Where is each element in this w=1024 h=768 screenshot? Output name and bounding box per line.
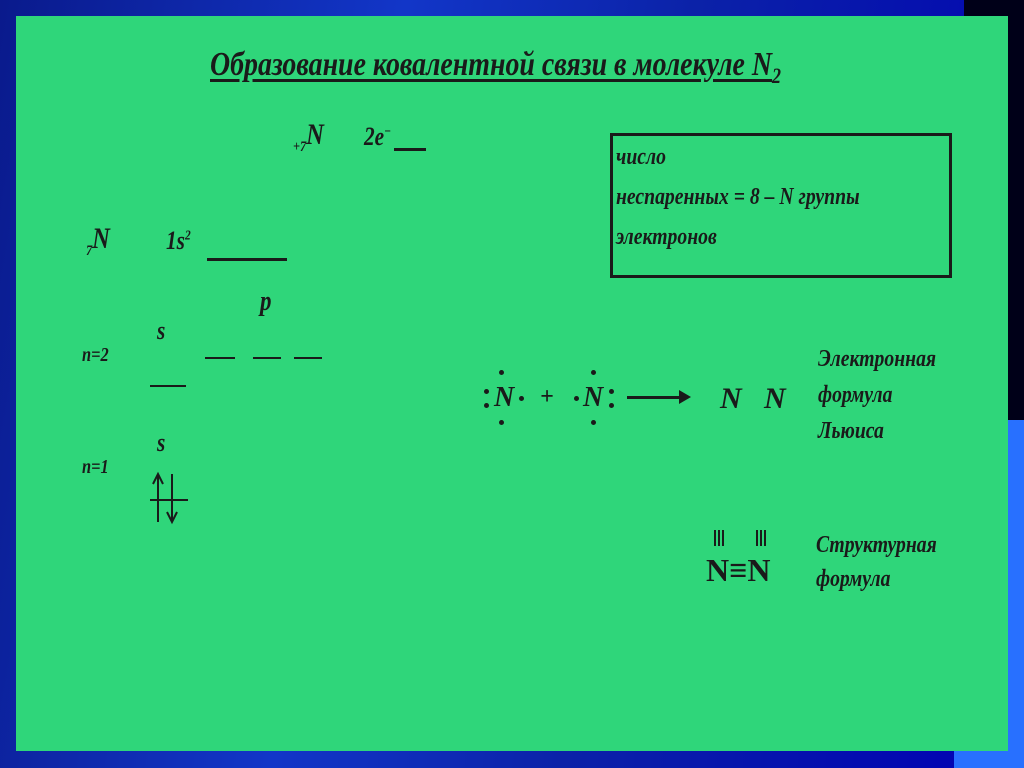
lone-pair-bar — [764, 530, 766, 546]
atom-formula — [86, 222, 110, 260]
lewis-dot — [609, 389, 614, 394]
lewis-caption-line-1: Электронная — [818, 346, 937, 372]
lewis-dot — [574, 396, 579, 401]
lewis-atom-1: N — [494, 382, 515, 413]
p-sublevel-label: p — [260, 286, 272, 317]
p-orbital-2 — [253, 357, 281, 359]
atom-orbital-sup: 2 — [184, 228, 191, 244]
lone-pair-bar — [722, 530, 724, 546]
ion-charge: +7 — [293, 139, 307, 155]
lewis-product-atom-1: N — [720, 382, 742, 415]
lewis-product-atom-2: N — [764, 382, 786, 415]
reaction-arrow — [627, 396, 681, 399]
lone-pair-bar — [760, 530, 762, 546]
p-orbital-1 — [205, 357, 235, 359]
lewis-dot — [484, 389, 489, 394]
lewis-atom-2: N — [583, 382, 604, 413]
lewis-dot — [499, 370, 504, 375]
atom-symbol: N — [92, 222, 110, 255]
ion-formula — [293, 118, 324, 156]
level-n2-label: n=2 — [82, 344, 109, 366]
reaction-arrow-head-icon — [679, 390, 691, 404]
lewis-caption-line-2: формула — [818, 382, 893, 408]
s-orbital-1-paired-arrows-icon — [148, 470, 192, 526]
lewis-plus: + — [540, 384, 554, 410]
p-orbital-3 — [294, 357, 322, 359]
lewis-dot — [499, 420, 504, 425]
rule-line-1: число — [616, 144, 666, 170]
ion-config-text: 2e — [364, 122, 385, 151]
rule-line-2: неспаренных = 8 – N группы — [616, 184, 860, 210]
ion-config-sup: − — [384, 124, 392, 140]
atom-orbital-text: 1s — [166, 226, 185, 255]
ion-orbital-line — [394, 148, 426, 151]
title-text: Образование ковалентной связи в молекуле N — [210, 46, 773, 83]
atom-orbital-line — [207, 258, 287, 261]
atom-charge: 7 — [86, 243, 93, 259]
slide-title — [210, 46, 781, 89]
lewis-dot — [484, 403, 489, 408]
ion-config — [364, 122, 391, 152]
level-n1-label: n=1 — [82, 456, 109, 478]
lewis-caption-line-3: Льюиса — [818, 418, 884, 444]
structural-caption-line-1: Структурная — [816, 532, 937, 558]
structural-formula: N≡N — [706, 552, 771, 588]
lewis-dot — [609, 403, 614, 408]
structural-caption-line-2: формула — [816, 566, 891, 592]
rule-line-3: электронов — [616, 224, 717, 250]
lone-pair-bar — [718, 530, 720, 546]
title-subscript: 2 — [772, 62, 782, 88]
lewis-dot — [591, 420, 596, 425]
s-sublevel-label-1: s — [157, 428, 166, 457]
s-orbital-2 — [150, 385, 186, 387]
lone-pair-bar — [756, 530, 758, 546]
lewis-dot — [591, 370, 596, 375]
lone-pair-bar — [714, 530, 716, 546]
ion-symbol: N — [306, 118, 324, 151]
lewis-dot — [519, 396, 524, 401]
atom-orbital — [166, 226, 191, 256]
s-sublevel-label-2: s — [157, 316, 166, 345]
